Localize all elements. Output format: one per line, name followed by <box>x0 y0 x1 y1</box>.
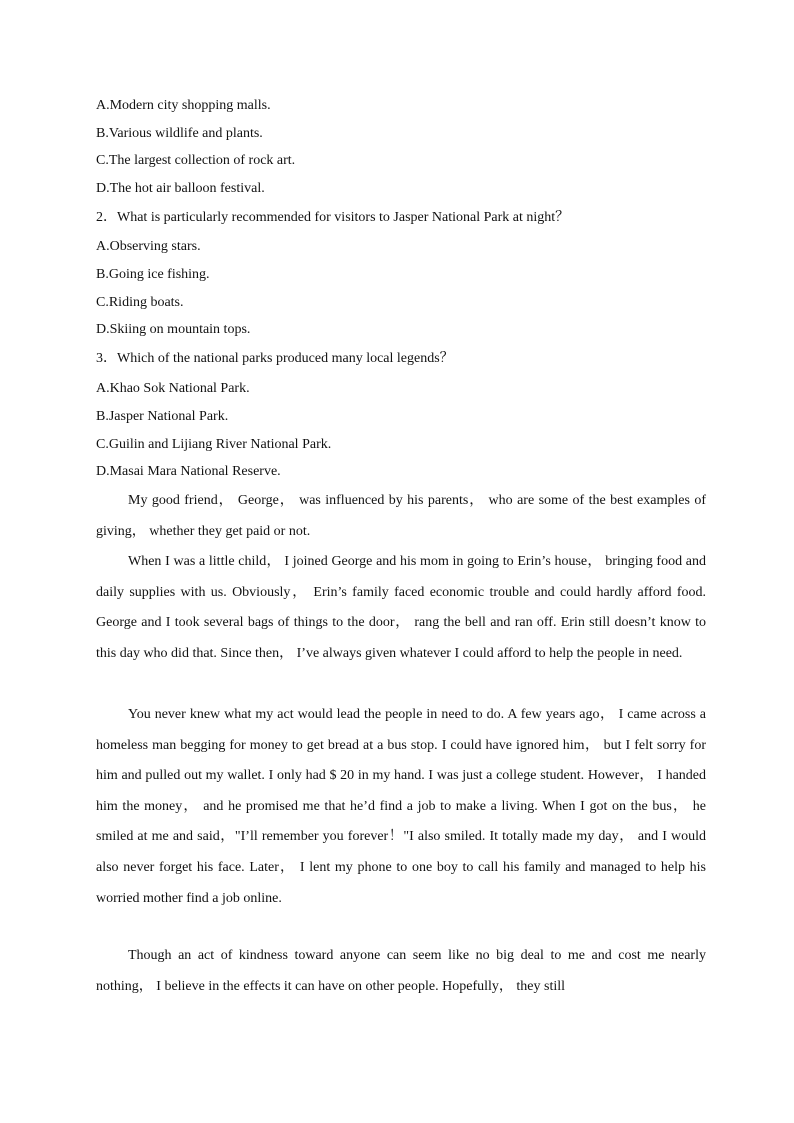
question-2-option-a: A.Observing stars. <box>96 239 201 254</box>
question-3-option-b: B.Jasper National Park. <box>96 409 229 424</box>
question-1-option-c: C.The largest collection of rock art. <box>96 153 296 168</box>
question-2-option-d: D.Skiing on mountain tops. <box>96 322 251 337</box>
question-3-stem: 3．Which of the national parks produced many local legends？ <box>96 351 454 366</box>
question-2-option-b: B.Going ice fishing. <box>96 267 210 282</box>
question-1-option-a: A.Modern city shopping malls. <box>96 98 271 113</box>
question-1-option-d: D.The hot air balloon festival. <box>96 181 265 196</box>
question-2-stem: 2．What is particularly recommended for visitors to Jasper National Park at night？ <box>96 210 570 225</box>
question-1-option-b: B.Various wildlife and plants. <box>96 126 263 141</box>
question-3-option-a: A.Khao Sok National Park. <box>96 381 250 396</box>
question-3-option-d: D.Masai Mara National Reserve. <box>96 464 281 479</box>
passage-paragraph-1: My good friend， George， was influenced by his parents， who are some of the best examples of giving， whether they get paid or not. <box>96 493 706 539</box>
question-3-option-c: C.Guilin and Lijiang River National Park. <box>96 437 332 452</box>
passage-paragraph-2: When I was a little child， I joined George and his mom in going to Erin’s house， bringing food and daily supplies with us. Obviously， Erin’s family faced economic trouble and could hardly afford food. George and I took several bags of things to the door， rang the bell and ran off. Erin still doesn’t know to this day who did that. Since then， I’ve always given whatever I could afford to help the people in need. <box>96 554 706 661</box>
passage-paragraph-3: You never knew what my act would lead the people in need to do. A few years ago， I came across a homeless man begging for money to get bread at a bus stop. I could have ignored him， but I felt sorry for him and pulled out my wallet. I only had $ 20 in my hand. I was just a college student. However， I handed him the money， and he promised me that he’d find a job to make a living. When I got on the bus， he smiled at me and said，"I’ll remember you forever！"I also smiled. It totally made my day， and I would also never forget his face. Later， I lent my phone to one boy to call his family and managed to help his worried mother find a job online. <box>96 707 706 906</box>
question-2-option-c: C.Riding boats. <box>96 295 184 310</box>
passage-paragraph-4: Though an act of kindness toward anyone can seem like no big deal to me and cost me nearly nothing， I believe in the effects it can have on other people. Hopefully， they still <box>96 948 706 994</box>
